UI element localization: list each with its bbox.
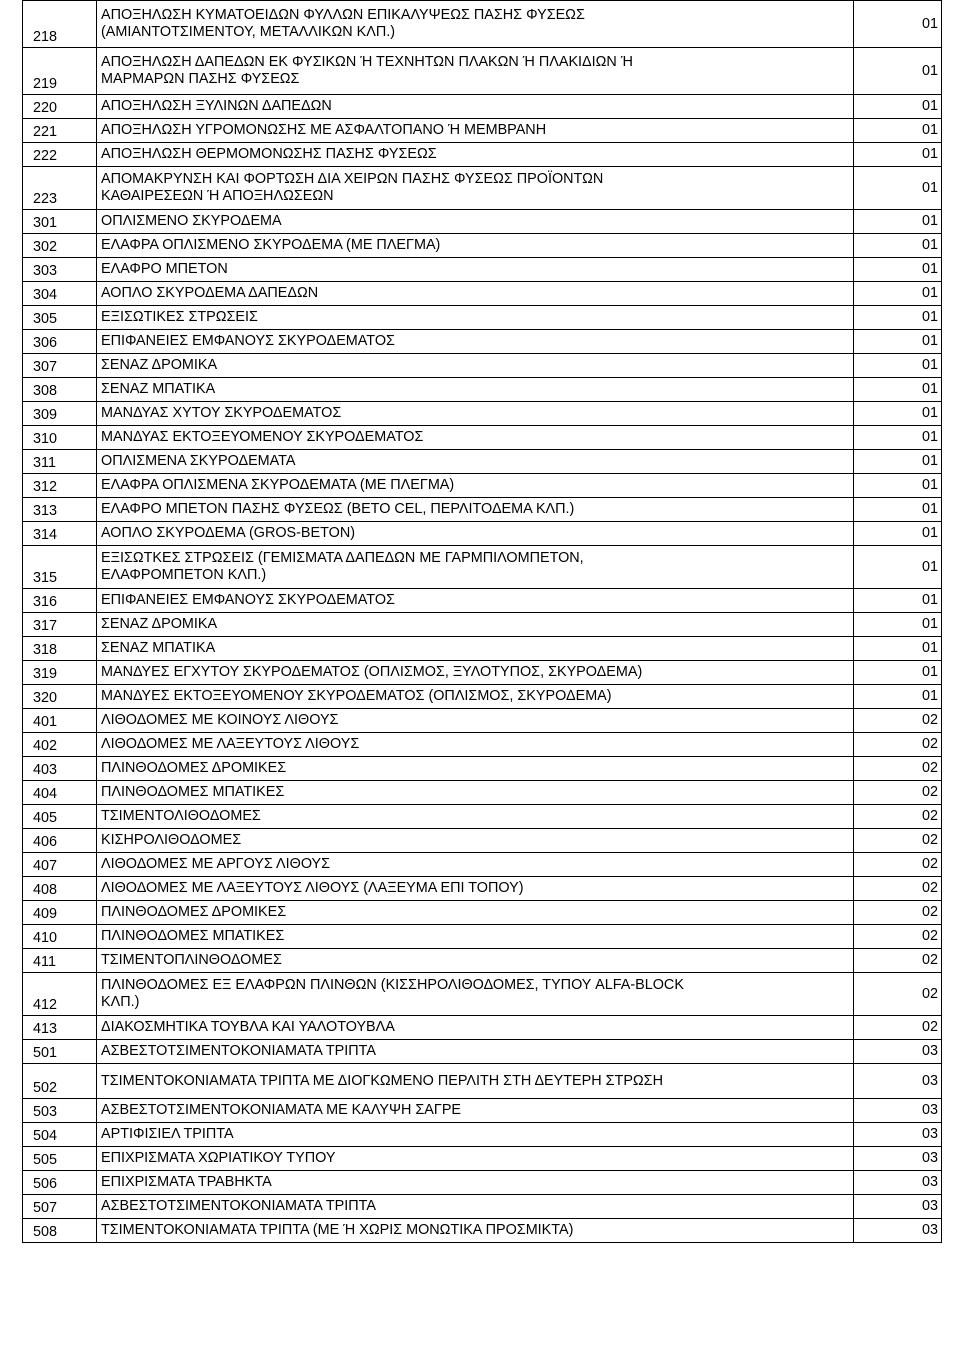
item-description-cell — [97, 661, 854, 685]
item-category: 01 — [854, 306, 942, 330]
item-code: 219 — [23, 48, 97, 95]
item-category: 01 — [854, 378, 942, 402]
item-code: 311 — [23, 450, 97, 474]
item-description-cell — [97, 781, 854, 805]
item-description-cell — [97, 1195, 854, 1219]
item-description-cell — [97, 522, 854, 546]
table-row — [23, 949, 942, 973]
item-category: 01 — [854, 119, 942, 143]
item-code: 218 — [23, 1, 97, 48]
item-description-cell — [97, 1064, 854, 1099]
item-code: 502 — [23, 1064, 97, 1099]
item-category: 01 — [854, 613, 942, 637]
table-row — [23, 498, 942, 522]
item-description: ΕΠΙΧΡΙΣΜΑΤΑ ΤΡΑΒΗΚΤΑ — [101, 1174, 272, 1190]
item-category: 03 — [854, 1123, 942, 1147]
table-row — [23, 378, 942, 402]
item-category: 01 — [854, 685, 942, 709]
item-code: 301 — [23, 210, 97, 234]
item-description: ΛΙΘΟΔΟΜΕΣ ΜΕ ΛΑΞΕΥΤΟΥΣ ΛΙΘΟΥΣ (ΛΑΞΕΥΜΑ ΕΠΙ ΤΟΠΟΥ) — [101, 880, 524, 896]
item-code: 313 — [23, 498, 97, 522]
item-category: 01 — [854, 546, 942, 589]
item-description-cell — [97, 1, 854, 48]
item-code: 223 — [23, 167, 97, 210]
item-category: 02 — [854, 853, 942, 877]
item-description: ΠΛΙΝΘΟΔΟΜΕΣ ΕΞ ΕΛΑΦΡΩΝ ΠΛΙΝΘΩΝ (ΚΙΣΣΗΡΟΛΙΘΟΔΟΜΕΣ, ΤΥΠΟΥ ALFA-BLOCK ΚΛΠ.) — [101, 976, 684, 1010]
item-category: 01 — [854, 402, 942, 426]
item-description: ΛΙΘΟΔΟΜΕΣ ΜΕ ΑΡΓΟΥΣ ΛΙΘΟΥΣ — [101, 856, 331, 872]
table-row — [23, 1064, 942, 1099]
item-code: 304 — [23, 282, 97, 306]
item-description: ΑΣΒΕΣΤΟΤΣΙΜΕΝΤΟΚΟΝΙΑΜΑΤΑ ΤΡΙΠΤΑ — [101, 1043, 376, 1059]
item-description-cell — [97, 1123, 854, 1147]
table-row — [23, 1016, 942, 1040]
table-row — [23, 1, 942, 48]
item-code: 222 — [23, 143, 97, 167]
table-row — [23, 1099, 942, 1123]
item-category: 03 — [854, 1219, 942, 1243]
item-description-cell — [97, 210, 854, 234]
item-description: ΠΛΙΝΘΟΔΟΜΕΣ ΜΠΑΤΙΚΕΣ — [101, 928, 285, 944]
table-row — [23, 330, 942, 354]
item-code: 407 — [23, 853, 97, 877]
item-description-cell — [97, 95, 854, 119]
item-description-cell — [97, 901, 854, 925]
item-category: 02 — [854, 829, 942, 853]
item-description-cell — [97, 589, 854, 613]
item-code: 307 — [23, 354, 97, 378]
item-description: ΑΠΟΞΗΛΩΣΗ ΔΑΠΕΔΩΝ ΕΚ ΦΥΣΙΚΩΝ Ή ΤΕΧΝΗΤΩΝ ΠΛΑΚΩΝ Ή ΠΛΑΚΙΔΙΩΝ Ή ΜΑΡΜΑΡΩΝ ΠΑΣΗΣ ΦΥΣΕΩΣ — [101, 53, 633, 87]
item-category: 03 — [854, 1040, 942, 1064]
item-description-cell — [97, 167, 854, 210]
item-code: 308 — [23, 378, 97, 402]
item-category: 01 — [854, 167, 942, 210]
item-description: ΑΟΠΛΟ ΣΚΥΡΟΔΕΜΑ (GROS-BETON) — [101, 525, 356, 541]
table-row — [23, 95, 942, 119]
table-row — [23, 546, 942, 589]
item-category: 01 — [854, 258, 942, 282]
item-category: 02 — [854, 877, 942, 901]
table-row — [23, 282, 942, 306]
item-description-cell — [97, 354, 854, 378]
item-description: ΕΛΑΦΡΟ ΜΠΕΤΟΝ ΠΑΣΗΣ ΦΥΣΕΩΣ (ΒΕΤΟ CEL, ΠΕΡΛΙΤΟΔΕΜΑ ΚΛΠ.) — [101, 501, 575, 517]
item-description: ΤΣΙΜΕΝΤΟΚΟΝΙΑΜΑΤΑ ΤΡΙΠΤΑ (ΜΕ Ή ΧΩΡΙΣ ΜΟΝΩΤΙΚΑ ΠΡΟΣΜΙΚΤΑ) — [101, 1222, 574, 1238]
item-category: 01 — [854, 474, 942, 498]
item-description-cell — [97, 1016, 854, 1040]
item-description-cell — [97, 498, 854, 522]
item-category: 02 — [854, 901, 942, 925]
item-description-cell — [97, 1219, 854, 1243]
item-code: 401 — [23, 709, 97, 733]
table-row — [23, 901, 942, 925]
item-description: ΤΣΙΜΕΝΤΟΛΙΘΟΔΟΜΕΣ — [101, 808, 261, 824]
item-code: 404 — [23, 781, 97, 805]
item-category: 01 — [854, 426, 942, 450]
table-row — [23, 450, 942, 474]
item-category: 01 — [854, 330, 942, 354]
item-category: 01 — [854, 589, 942, 613]
table-row — [23, 637, 942, 661]
item-description: ΕΠΙΧΡΙΣΜΑΤΑ ΧΩΡΙΑΤΙΚΟΥ ΤΥΠΟΥ — [101, 1150, 336, 1166]
item-description-cell — [97, 709, 854, 733]
item-category: 02 — [854, 781, 942, 805]
table-row — [23, 853, 942, 877]
item-category: 03 — [854, 1064, 942, 1099]
item-code: 302 — [23, 234, 97, 258]
item-description: ΣΕΝΑΖ ΜΠΑΤΙΚΑ — [101, 381, 216, 397]
item-description: ΠΛΙΝΘΟΔΟΜΕΣ ΜΠΑΤΙΚΕΣ — [101, 784, 285, 800]
item-code: 310 — [23, 426, 97, 450]
table-row — [23, 522, 942, 546]
item-description: ΑΣΒΕΣΤΟΤΣΙΜΕΝΤΟΚΟΝΙΑΜΑΤΑ ΤΡΙΠΤΑ — [101, 1198, 376, 1214]
item-code: 405 — [23, 805, 97, 829]
table-row — [23, 589, 942, 613]
table-row — [23, 1040, 942, 1064]
item-description-cell — [97, 1040, 854, 1064]
item-code: 411 — [23, 949, 97, 973]
table-row — [23, 829, 942, 853]
item-description: ΑΠΟΞΗΛΩΣΗ ΥΓΡΟΜΟΝΩΣΗΣ ΜΕ ΑΣΦΑΛΤΟΠΑΝΟ Ή ΜΕΜΒΡΑΝΗ — [101, 122, 547, 138]
item-description-cell — [97, 306, 854, 330]
table-row — [23, 258, 942, 282]
item-description-cell — [97, 48, 854, 95]
item-category: 02 — [854, 805, 942, 829]
item-category: 02 — [854, 733, 942, 757]
item-description: ΠΛΙΝΘΟΔΟΜΕΣ ΔΡΟΜΙΚΕΣ — [101, 760, 287, 776]
item-category: 01 — [854, 498, 942, 522]
item-category: 01 — [854, 95, 942, 119]
item-category: 01 — [854, 234, 942, 258]
table-row — [23, 402, 942, 426]
table-row — [23, 1171, 942, 1195]
items-table — [22, 0, 942, 1243]
item-category: 02 — [854, 757, 942, 781]
item-description: ΟΠΛΙΣΜΕΝΑ ΣΚΥΡΟΔΕΜΑΤΑ — [101, 453, 296, 469]
item-description: ΕΠΙΦΑΝΕΙΕΣ ΕΜΦΑΝΟΥΣ ΣΚΥΡΟΔΕΜΑΤΟΣ — [101, 333, 395, 349]
item-description-cell — [97, 853, 854, 877]
item-code: 316 — [23, 589, 97, 613]
item-code: 319 — [23, 661, 97, 685]
item-code: 506 — [23, 1171, 97, 1195]
item-category: 03 — [854, 1171, 942, 1195]
item-description: ΚΙΣΗΡΟΛΙΘΟΔΟΜΕΣ — [101, 832, 242, 848]
item-description-cell — [97, 450, 854, 474]
items-table-body — [23, 1, 942, 1243]
item-category: 03 — [854, 1099, 942, 1123]
item-code: 314 — [23, 522, 97, 546]
item-code: 220 — [23, 95, 97, 119]
item-category: 02 — [854, 925, 942, 949]
item-category: 01 — [854, 354, 942, 378]
table-row — [23, 48, 942, 95]
item-code: 501 — [23, 1040, 97, 1064]
item-description: ΟΠΛΙΣΜΕΝΟ ΣΚΥΡΟΔΕΜΑ — [101, 213, 282, 229]
item-description-cell — [97, 546, 854, 589]
item-code: 507 — [23, 1195, 97, 1219]
table-row — [23, 709, 942, 733]
item-description: ΜΑΝΔΥΑΣ ΕΚΤΟΞΕΥΟΜΕΝΟΥ ΣΚΥΡΟΔΕΜΑΤΟΣ — [101, 429, 424, 445]
item-description-cell — [97, 829, 854, 853]
item-category: 02 — [854, 973, 942, 1016]
item-description-cell — [97, 1147, 854, 1171]
item-description: ΕΛΑΦΡΟ ΜΠΕΤΟΝ — [101, 261, 228, 277]
item-code: 317 — [23, 613, 97, 637]
item-code: 504 — [23, 1123, 97, 1147]
item-category: 02 — [854, 1016, 942, 1040]
table-row — [23, 426, 942, 450]
item-description-cell — [97, 613, 854, 637]
item-description: ΑΠΟΞΗΛΩΣΗ ΚΥΜΑΤΟΕΙΔΩΝ ΦΥΛΛΩΝ ΕΠΙΚΑΛΥΨΕΩΣ ΠΑΣΗΣ ΦΥΣΕΩΣ (ΑΜΙΑΝΤΟΤΣΙΜΕΝΤΟΥ, ΜΕΤΑΛΛΙΚΩΝ ΚΛΠ.) — [101, 6, 585, 40]
table-row — [23, 733, 942, 757]
item-description: ΜΑΝΔΥΕΣ ΕΓΧΥΤΟΥ ΣΚΥΡΟΔΕΜΑΤΟΣ (ΟΠΛΙΣΜΟΣ, ΞΥΛΟΤΥΠΟΣ, ΣΚΥΡΟΔΕΜΑ) — [101, 664, 643, 680]
item-code: 413 — [23, 1016, 97, 1040]
table-row — [23, 781, 942, 805]
item-description-cell — [97, 258, 854, 282]
item-code: 309 — [23, 402, 97, 426]
table-row — [23, 354, 942, 378]
item-code: 320 — [23, 685, 97, 709]
item-description: ΕΛΑΦΡΑ ΟΠΛΙΣΜΕΝΑ ΣΚΥΡΟΔΕΜΑΤΑ (ΜΕ ΠΛΕΓΜΑ) — [101, 477, 455, 493]
item-description: ΑΠΟΜΑΚΡΥΝΣΗ ΚΑΙ ΦΟΡΤΩΣΗ ΔΙΑ ΧΕΙΡΩΝ ΠΑΣΗΣ ΦΥΣΕΩΣ ΠΡΟΪΟΝΤΩΝ ΚΑΘΑΙΡΕΣΕΩΝ Ή ΑΠΟΞΗΛΩΣΕΩΝ — [101, 170, 604, 204]
item-description-cell — [97, 119, 854, 143]
item-code: 305 — [23, 306, 97, 330]
item-code: 508 — [23, 1219, 97, 1243]
table-row — [23, 685, 942, 709]
item-code: 303 — [23, 258, 97, 282]
item-code: 409 — [23, 901, 97, 925]
item-category: 03 — [854, 1195, 942, 1219]
item-description-cell — [97, 330, 854, 354]
item-code: 503 — [23, 1099, 97, 1123]
item-description: ΕΠΙΦΑΝΕΙΕΣ ΕΜΦΑΝΟΥΣ ΣΚΥΡΟΔΕΜΑΤΟΣ — [101, 592, 395, 608]
item-code: 318 — [23, 637, 97, 661]
item-code: 410 — [23, 925, 97, 949]
item-category: 03 — [854, 1147, 942, 1171]
item-description-cell — [97, 925, 854, 949]
item-description-cell — [97, 474, 854, 498]
item-code: 412 — [23, 973, 97, 1016]
table-row — [23, 143, 942, 167]
item-code: 505 — [23, 1147, 97, 1171]
item-description: ΜΑΝΔΥΑΣ ΧΥΤΟΥ ΣΚΥΡΟΔΕΜΑΤΟΣ — [101, 405, 342, 421]
table-row — [23, 661, 942, 685]
table-row — [23, 306, 942, 330]
item-description-cell — [97, 877, 854, 901]
item-description: ΠΛΙΝΘΟΔΟΜΕΣ ΔΡΟΜΙΚΕΣ — [101, 904, 287, 920]
item-description: ΣΕΝΑΖ ΜΠΑΤΙΚΑ — [101, 640, 216, 656]
item-description-cell — [97, 973, 854, 1016]
item-description: ΑΠΟΞΗΛΩΣΗ ΞΥΛΙΝΩΝ ΔΑΠΕΔΩΝ — [101, 98, 332, 114]
table-row — [23, 167, 942, 210]
item-code: 315 — [23, 546, 97, 589]
table-row — [23, 1147, 942, 1171]
item-code: 406 — [23, 829, 97, 853]
item-description-cell — [97, 733, 854, 757]
item-description: ΑΟΠΛΟ ΣΚΥΡΟΔΕΜΑ ΔΑΠΕΔΩΝ — [101, 285, 319, 301]
item-code: 408 — [23, 877, 97, 901]
item-description-cell — [97, 378, 854, 402]
item-category: 02 — [854, 709, 942, 733]
item-description-cell — [97, 685, 854, 709]
item-description: ΜΑΝΔΥΕΣ ΕΚΤΟΞΕΥΟΜΕΝΟΥ ΣΚΥΡΟΔΕΜΑΤΟΣ (ΟΠΛΙΣΜΟΣ, ΣΚΥΡΟΔΕΜΑ) — [101, 688, 612, 704]
item-category: 01 — [854, 1, 942, 48]
item-description-cell — [97, 805, 854, 829]
table-row — [23, 1219, 942, 1243]
item-description: ΤΣΙΜΕΝΤΟΠΛΙΝΘΟΔΟΜΕΣ — [101, 952, 282, 968]
item-description: ΛΙΘΟΔΟΜΕΣ ΜΕ ΚΟΙΝΟΥΣ ΛΙΘΟΥΣ — [101, 712, 339, 728]
item-description: ΔΙΑΚΟΣΜΗΤΙΚΑ ΤΟΥΒΛΑ ΚΑΙ ΥΑΛΟΤΟΥΒΛΑ — [101, 1019, 395, 1035]
table-row — [23, 613, 942, 637]
item-category: 01 — [854, 48, 942, 95]
item-description-cell — [97, 234, 854, 258]
item-category: 01 — [854, 522, 942, 546]
item-description: ΛΙΘΟΔΟΜΕΣ ΜΕ ΛΑΞΕΥΤΟΥΣ ΛΙΘΟΥΣ — [101, 736, 360, 752]
table-row — [23, 234, 942, 258]
table-row — [23, 119, 942, 143]
item-code: 402 — [23, 733, 97, 757]
item-description-cell — [97, 143, 854, 167]
item-category: 01 — [854, 282, 942, 306]
item-description: ΕΛΑΦΡΑ ΟΠΛΙΣΜΕΝΟ ΣΚΥΡΟΔΕΜΑ (ΜΕ ΠΛΕΓΜΑ) — [101, 237, 441, 253]
item-code: 312 — [23, 474, 97, 498]
table-row — [23, 210, 942, 234]
item-category: 01 — [854, 143, 942, 167]
item-description-cell — [97, 426, 854, 450]
item-description: ΣΕΝΑΖ ΔΡΟΜΙΚΑ — [101, 616, 218, 632]
item-category: 01 — [854, 450, 942, 474]
item-description-cell — [97, 757, 854, 781]
table-row — [23, 474, 942, 498]
item-description: ΑΡΤΙΦΙΣΙΕΛ ΤΡΙΠΤΑ — [101, 1126, 234, 1142]
item-category: 01 — [854, 210, 942, 234]
item-description: ΕΞΙΣΩΤΙΚΕΣ ΣΤΡΩΣΕΙΣ — [101, 309, 258, 325]
item-category: 02 — [854, 949, 942, 973]
table-row — [23, 1195, 942, 1219]
item-description: ΕΞΙΣΩΤΚΕΣ ΣΤΡΩΣΕΙΣ (ΓΕΜΙΣΜΑΤΑ ΔΑΠΕΔΩΝ ΜΕ ΓΑΡΜΠΙΛΟΜΠΕΤΟΝ, ΕΛΑΦΡΟΜΠΕΤΟΝ ΚΛΠ.) — [101, 549, 584, 583]
item-code: 221 — [23, 119, 97, 143]
item-description: ΣΕΝΑΖ ΔΡΟΜΙΚΑ — [101, 357, 218, 373]
item-description-cell — [97, 949, 854, 973]
table-row — [23, 877, 942, 901]
item-description-cell — [97, 1171, 854, 1195]
item-category: 01 — [854, 661, 942, 685]
item-code: 306 — [23, 330, 97, 354]
item-category: 01 — [854, 637, 942, 661]
table-row — [23, 757, 942, 781]
item-description: ΑΠΟΞΗΛΩΣΗ ΘΕΡΜΟΜΟΝΩΣΗΣ ΠΑΣΗΣ ΦΥΣΕΩΣ — [101, 146, 437, 162]
table-row — [23, 925, 942, 949]
item-description-cell — [97, 282, 854, 306]
item-description: ΑΣΒΕΣΤΟΤΣΙΜΕΝΤΟΚΟΝΙΑΜΑΤΑ ΜΕ ΚΑΛΥΨΗ ΣΑΓΡΕ — [101, 1102, 462, 1118]
table-row — [23, 1123, 942, 1147]
table-row — [23, 973, 942, 1016]
item-description-cell — [97, 402, 854, 426]
item-description-cell — [97, 1099, 854, 1123]
item-description: ΤΣΙΜΕΝΤΟΚΟΝΙΑΜΑΤΑ ΤΡΙΠΤΑ ΜΕ ΔΙΟΓΚΩΜΕΝΟ ΠΕΡΛΙΤΗ ΣΤΗ ΔΕΥΤΕΡΗ ΣΤΡΩΣΗ — [101, 1072, 663, 1089]
item-code: 403 — [23, 757, 97, 781]
table-row — [23, 805, 942, 829]
item-description-cell — [97, 637, 854, 661]
